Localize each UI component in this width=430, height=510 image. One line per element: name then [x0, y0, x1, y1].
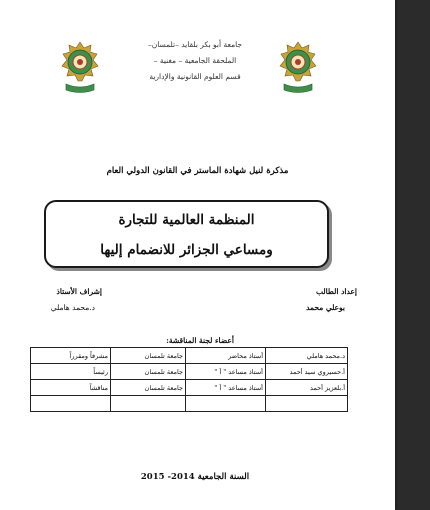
member-rank: أستاذ مساعد " أ "	[186, 364, 266, 380]
student-name: بوعلي محمد	[306, 303, 345, 312]
viewer-side-strip	[395, 0, 430, 510]
committee-title: أعضاء لجنة المناقشة:	[166, 336, 234, 345]
member-university: جامعة تلمسان	[111, 380, 186, 396]
member-role	[31, 396, 111, 412]
member-university: جامعة تلمسان	[111, 364, 186, 380]
table-row	[31, 380, 348, 396]
member-role: مشرفاً ومقرراً	[31, 348, 111, 364]
member-university	[111, 396, 186, 412]
member-university: جامعة تلمسان	[111, 348, 186, 364]
table-row	[31, 396, 348, 412]
memo-title: مذكرة لنيل شهادة الماستر في القانون الدولي العام	[106, 166, 289, 176]
thesis-title-line-1: المنظمة العالمية للتجارة	[118, 212, 255, 228]
university-emblem-left-icon	[58, 40, 102, 96]
table-row	[31, 364, 348, 380]
member-name: أ.بلعزيز أحمد	[266, 380, 348, 396]
member-name: د.محمد هاملي	[266, 348, 348, 364]
supervisor-name: د.محمد هاملي	[50, 303, 95, 312]
annex-name: الملحقة الجامعية – مغنية –	[153, 56, 237, 65]
department-name: قسم العلوم القانونية والإدارية	[149, 72, 241, 81]
member-rank	[186, 396, 266, 412]
member-role: مناقشاً	[31, 380, 111, 396]
member-rank: أستاذ مساعد " أ "	[186, 380, 266, 396]
thesis-title-box	[44, 200, 329, 268]
university-emblem-right-icon	[276, 40, 320, 96]
academic-year: السنة الجامعية 2014- 2015	[140, 472, 250, 482]
thesis-title-line-2: ومساعي الجزائر للانضمام إليها	[100, 242, 273, 258]
member-role: رئيساً	[31, 364, 111, 380]
committee-table	[30, 347, 348, 412]
supervisor-label: إشراف الأستاذ	[56, 287, 102, 296]
member-name	[266, 396, 348, 412]
university-name: جامعة أبو بكر بلقايد –تلمسان–	[147, 40, 243, 49]
student-label: إعداد الطالب	[316, 287, 357, 296]
member-rank: أستاذ محاضر	[186, 348, 266, 364]
table-row	[31, 348, 348, 364]
member-name: أ.حسيروي سيد أحمد	[266, 364, 348, 380]
